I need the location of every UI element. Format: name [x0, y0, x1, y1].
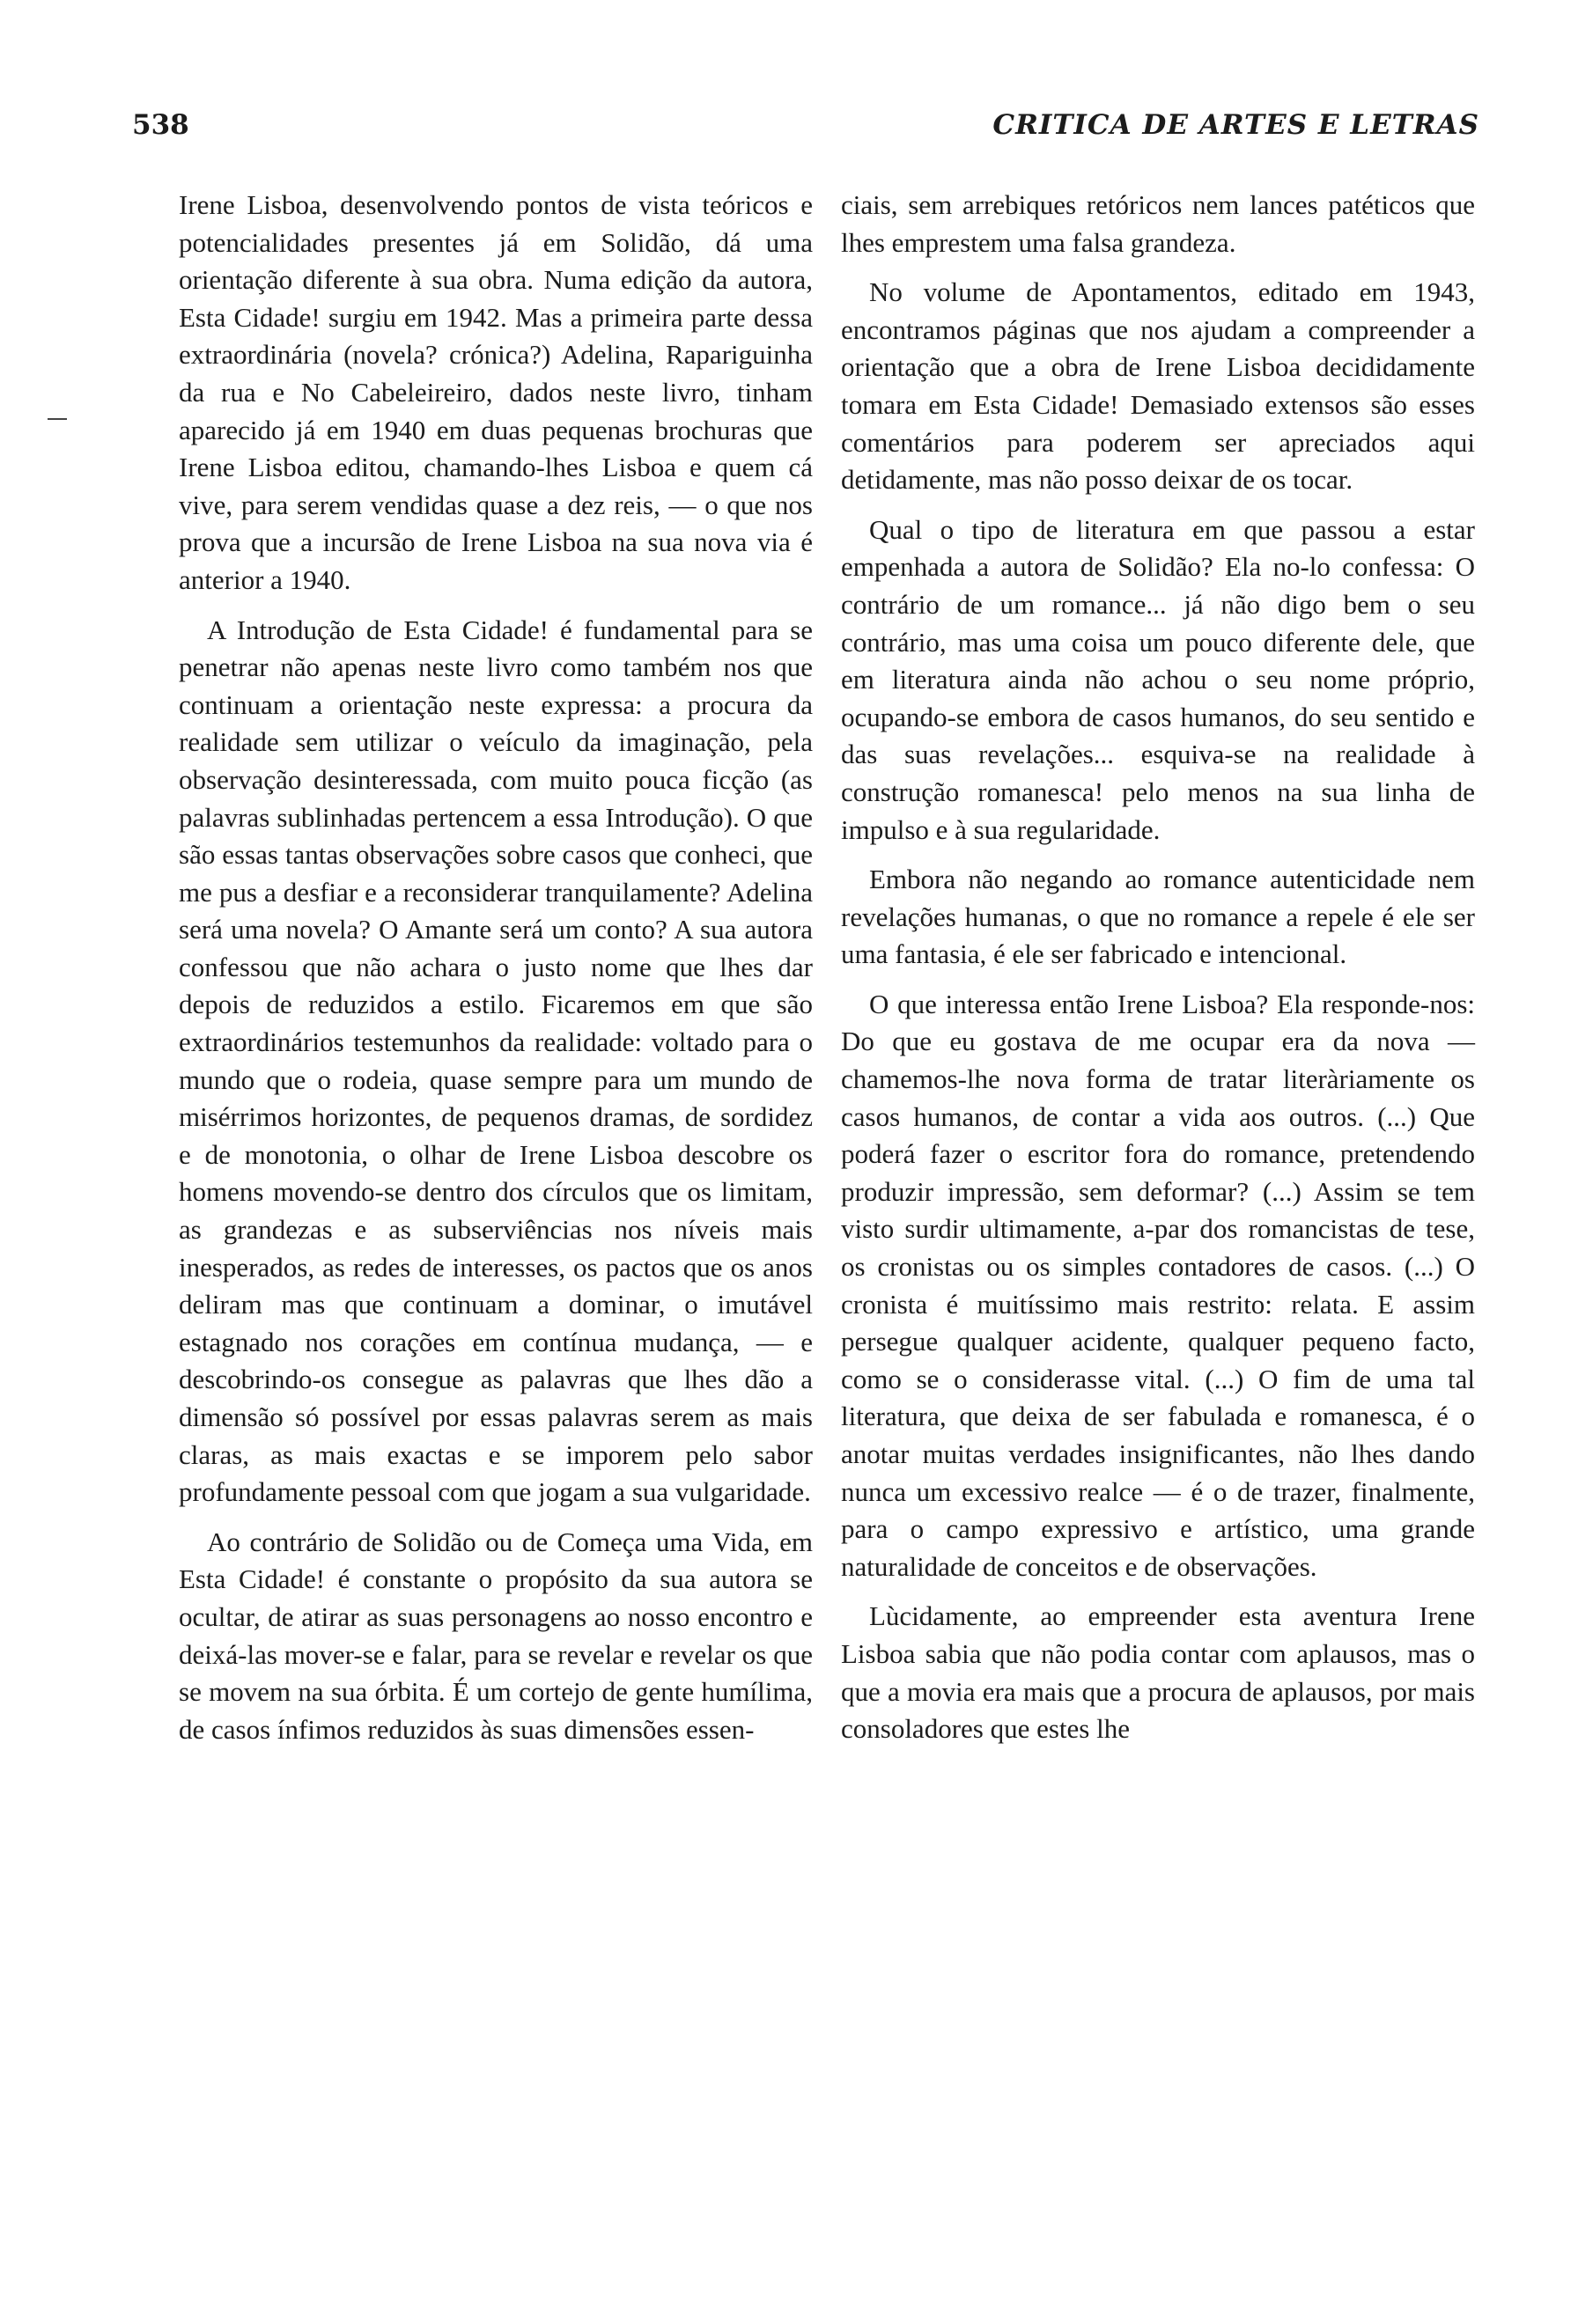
running-head: CRITICA DE ARTES E LETRAS: [992, 109, 1479, 141]
page-header: [132, 109, 1479, 144]
paragraph: ciais, sem arrebiques retóricos nem lances patéticos que lhes emprestem uma falsa grandeza.: [841, 189, 1475, 258]
paragraph: O que interessa então Irene Lisboa? Ela responde-nos: Do que eu gostava de me ocupar era da nova — chamemos-lhe nova forma de tratar literàriamente os casos humanos, de contar a vida aos outros. (...) Que poderá fazer o escritor fora do romance, pretendendo produzir impressão, sem deformar? (...) Assim se tem visto surdir ultimamente, a-par dos romancistas de tese, os cronistas ou os simples contadores de casos. (...) O cronista é muitíssimo mais restrito: relata. E assim persegue qualquer acidente, qualquer pequeno facto, como se o considerasse vital. (...) O fim de uma tal literatura, que deixa de ser fabulada e romanesca, é o anotar muitas verdades insignificantes, não lhes dando nunca um excessivo realce — é o de trazer, finalmente, para o campo expressivo e artístico, uma grande naturalidade de conceitos e de observações.: [841, 988, 1475, 1582]
paragraph: Irene Lisboa, desenvolvendo pontos de vista teóricos e potencialidades presentes já em Solidão, dá uma orientação diferente à sua obra. Numa edição da autora, Esta Cidade! surgiu em 1942. Mas a primeira parte dessa extraordinária (novela? crónica?) Adelina, Rapariguinha da rua e No Cabeleireiro, dados neste livro, tinham aparecido já em 1940 em duas pequenas brochuras que Irene Lisboa editou, chamando-lhes Lisboa e quem cá vive, para serem vendidas quase a dez reis, — o que nos prova que a incursão de Irene Lisboa na sua nova via é anterior a 1940.: [179, 189, 813, 595]
margin-mark: [48, 418, 67, 420]
page-number: 538: [132, 109, 189, 141]
right-column: [841, 187, 1475, 1748]
left-column: [179, 187, 813, 1748]
paragraph: Embora não negando ao romance autenticidade nem revelações humanas, o que no romance a repele é ele ser uma fantasia, é ele ser fabricado e intencional.: [841, 864, 1475, 970]
paragraph: No volume de Apontamentos, editado em 1943, encontramos páginas que nos ajudam a compreender a orientação que a obra de Irene Lisboa decididamente tomara em Esta Cidade! Demasiado extensos são esses comentários para poderem ser apreciados aqui detidamente, mas não posso deixar de os tocar.: [841, 276, 1475, 496]
paragraph: A Introdução de Esta Cidade! é fundamental para se penetrar não apenas neste livro como também nos que continuam a orientação neste expressa: a procura da realidade sem utilizar o veículo da imaginação, pela observação desinteressada, com muito pouca ficção (as palavras sublinhadas pertencem a essa Introdução). O que são essas tantas observações sobre casos que conheci, que me pus a desfiar e a reconsiderar tranquilamente? Adelina será uma novela? O Amante será um conto? A sua autora confessou que não achara o justo nome que lhes dar depois de reduzidos a estilo. Ficaremos em que são extraordinários testemunhos da realidade: voltado para o mundo que o rodeia, quase sempre para um mundo de misérrimos horizontes, de pequenos dramas, de sordidez e de monotonia, o olhar de Irene Lisboa descobre os homens movendo-se dentro dos círculos que os limitam, as grandezas e as subserviências nos níveis mais inesperados, as redes de interesses, os pactos que os anos deliram mas que continuam a dominar, o imutável estagnado nos corações em contínua mudança, — e descobrindo-os consegue as palavras que lhes dão a dimensão só possível por essas palavras serem as mais claras, as mais exactas e se imporem pelo sabor profundamente pessoal com que jogam a sua vulgaridade.: [179, 614, 813, 1508]
paragraph: Ao contrário de Solidão ou de Começa uma Vida, em Esta Cidade! é constante o propósito da sua autora se ocultar, de atirar as suas personagens ao nosso encontro e deixá-las mover-se e falar, para se revelar e revelar os que se movem na sua órbita. É um cortejo de gente humílima, de casos ínfimos reduzidos às suas dimensões essen-: [179, 1526, 813, 1745]
paragraph: Qual o tipo de literatura em que passou a estar empenhada a autora de Solidão? Ela no-lo confessa: O contrário de um romance... já não digo bem o seu contrário, mas uma coisa um pouco diferente dele, que em literatura ainda não achou o seu nome próprio, ocupando-se embora de casos humanos, do seu sentido e das suas revelações... esquiva-se na realidade à construção romanesca! pelo menos na sua linha de impulso e à sua regularidade.: [841, 513, 1475, 845]
paragraph: Lùcidamente, ao empreender esta aventura Irene Lisboa sabia que não podia contar com aplausos, mas o que a movia era mais que a procura de aplausos, por mais consoladores que estes lhe: [841, 1600, 1475, 1745]
